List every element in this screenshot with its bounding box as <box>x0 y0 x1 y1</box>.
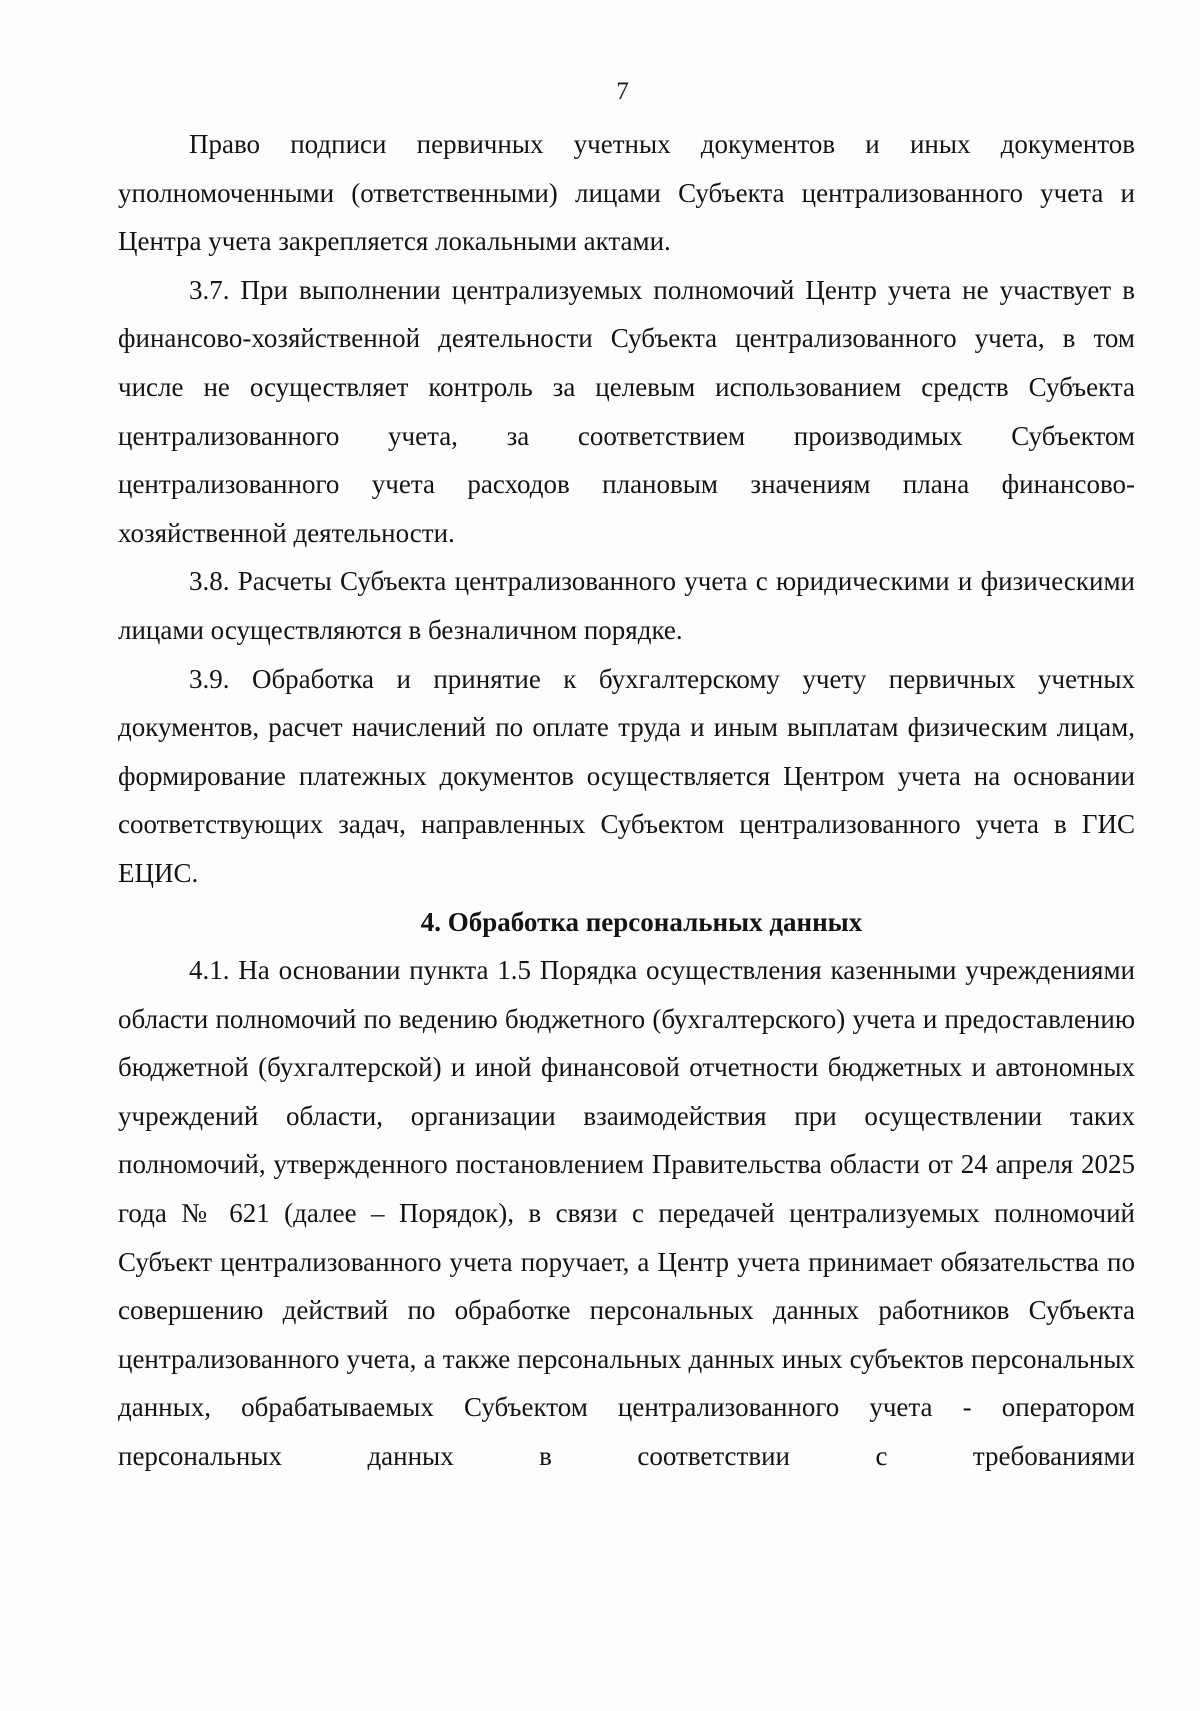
paragraph-4-1: 4.1. На основании пункта 1.5 Порядка осуществления казенными учреждениями области полномочий по ведению бюджетного (бухгалтерского) учета и предоставлению бюджетной (бухгалтерской) и иной финансовой отчетности бюджетных и автономных учреждений области, организации взаимодействия при осуществлении таких полномочий, утвержденного постановлением Правительства области от 24 апреля 2025 года № 621 (далее – Порядок), в связи с передачей централизуемых полномочий Субъект централизованного учета поручает, а Центр учета принимает обязательства по совершению действий по обработке персональных данных работников Субъекта централизованного учета, а также персональных данных иных субъектов персональных данных, обрабатываемых Субъектом централизованного учета - оператором персональных данных в соответствии с требованиями <box>118 955 1135 1472</box>
document-body <box>118 120 1135 1481</box>
section-heading-4: 4. Обработка персональных данных <box>420 906 863 937</box>
page-number: 7 <box>616 78 629 105</box>
paragraph-3-8: 3.8. Расчеты Субъекта централизованного учета с юридическими и физическими лицами осуществляются в безналичном порядке. <box>118 566 1135 645</box>
paragraph-signature-rights: Право подписи первичных учетных документов и иных документов уполномоченными (ответственными) лицами Субъекта централизованного учета и Центра учета закрепляется локальными актами. <box>118 129 1135 257</box>
paragraph-3-9: 3.9. Обработка и принятие к бухгалтерскому учету первичных учетных документов, расчет начислений по оплате труда и иным выплатам физическим лицам, формирование платежных документов осуществляется Центром учета на основании соответствующих задач, направленных Субъектом централизованного учета в ГИС ЕЦИС. <box>118 663 1135 888</box>
paragraph-3-7: 3.7. При выполнении централизуемых полномочий Центр учета не участвует в финансово-хозяйственной деятельности Субъекта централизованного учета, в том числе не осуществляет контроль за целевым использованием средств Субъекта централизованного учета, за соответствием производимых Субъектом централизованного учета расходов плановым значениям плана финансово-хозяйственной деятельности. <box>118 274 1135 548</box>
